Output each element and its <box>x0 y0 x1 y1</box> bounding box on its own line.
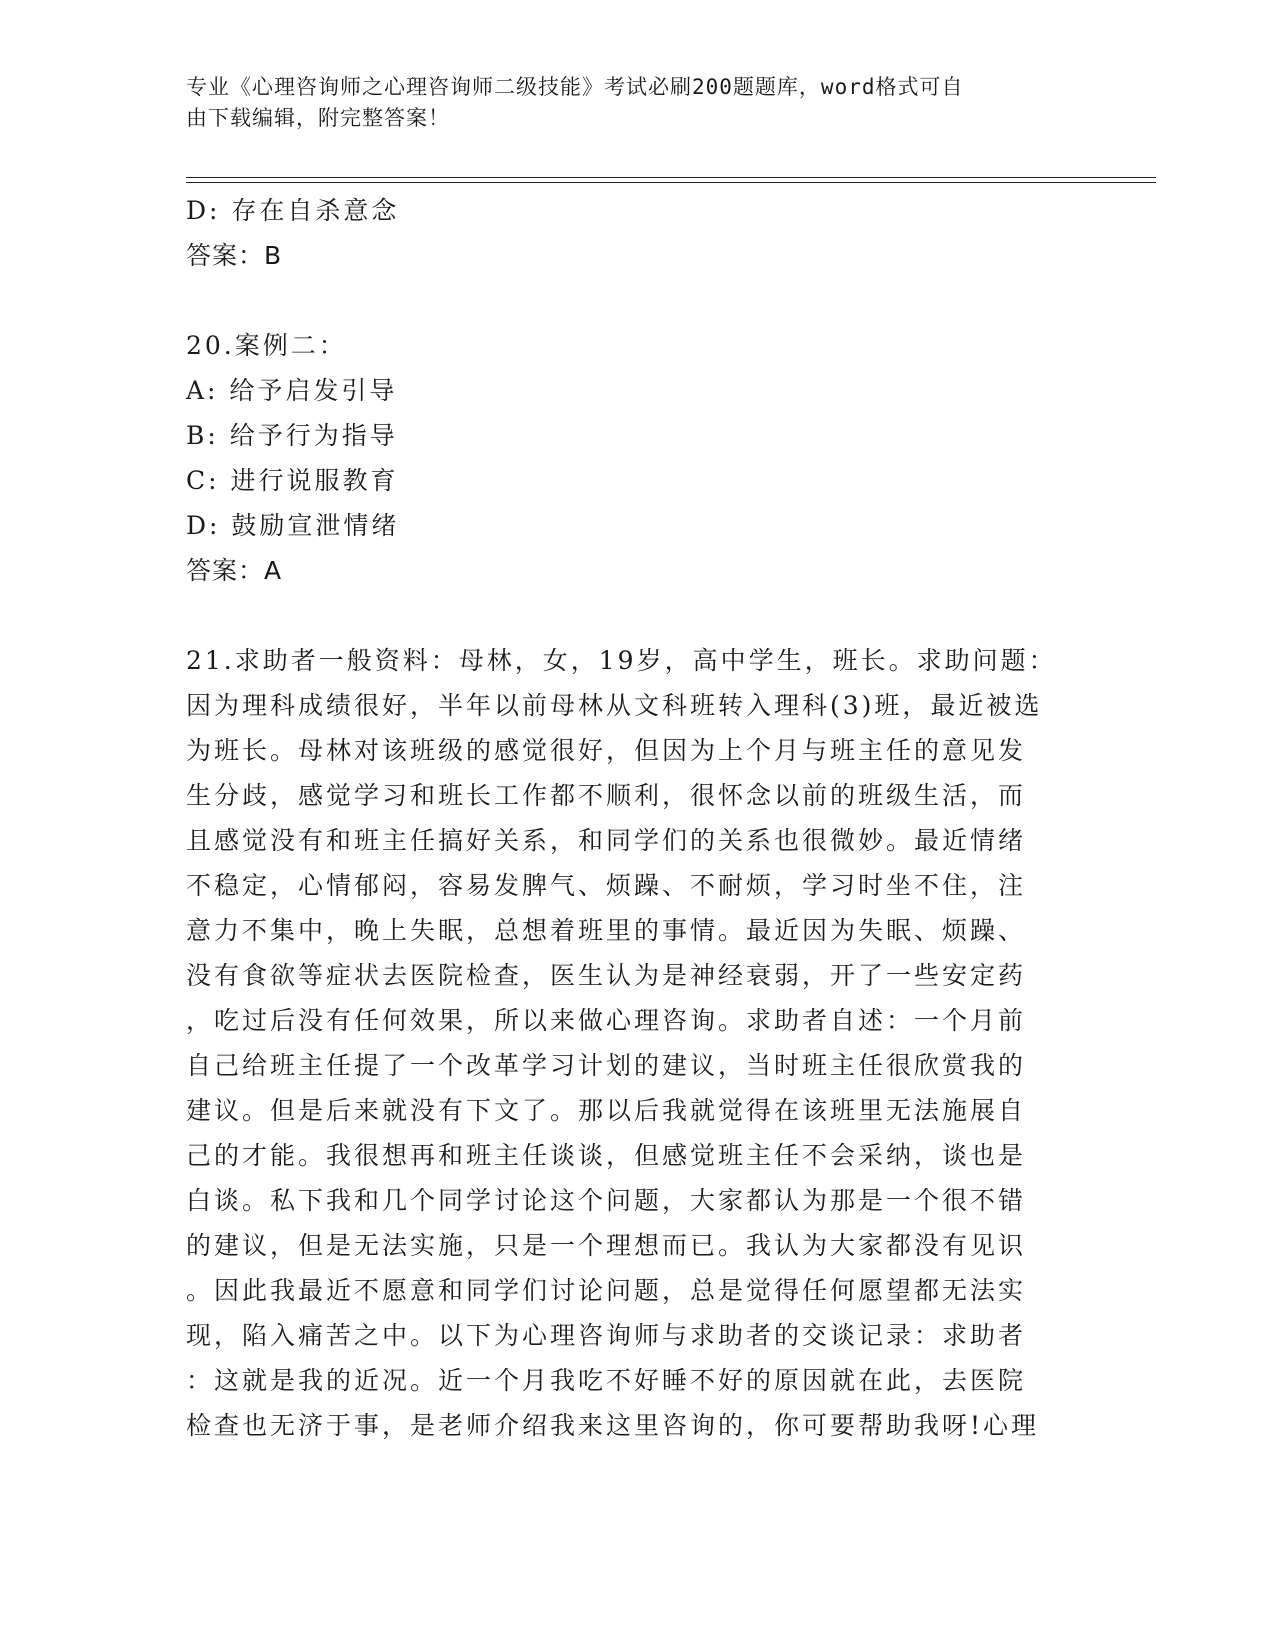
q21-line: 生分歧，感觉学习和班长工作都不顺利，很怀念以前的班级生活，而 <box>186 781 1027 810</box>
q21-line: ：这就是我的近况。近一个月我吃不好睡不好的原因就在此，去医院 <box>186 1366 1027 1395</box>
q21-line: 21.求助者一般资料：母林，女，19岁，高中学生，班长。求助问题： <box>186 646 1057 675</box>
q21-line: 白谈。私下我和几个同学讨论这个问题，大家都认为那是一个很不错 <box>186 1186 1027 1215</box>
q21-line: 没有食欲等症状去医院检查，医生认为是神经衰弱，开了一些安定药 <box>186 961 1027 990</box>
q19-answer: 答案：B <box>186 241 283 270</box>
q21-line: 且感觉没有和班主任搞好关系，和同学们的关系也很微妙。最近情绪 <box>186 826 1027 855</box>
q21-line: ，吃过后没有任何效果，所以来做心理咨询。求助者自述：一个月前 <box>186 1006 1027 1035</box>
header-line-2: 由下载编辑，附完整答案！ <box>186 106 450 130</box>
q21-line: 因为理科成绩很好，半年以前母林从文科班转入理科(3)班，最近被选 <box>186 691 1043 720</box>
page-header <box>186 72 1066 134</box>
q21-line: 为班长。母林对该班级的感觉很好，但因为上个月与班主任的意见发 <box>186 736 1027 765</box>
header-divider <box>186 177 1156 183</box>
document-body <box>186 188 1076 1448</box>
q21-line: 的建议，但是无法实施，只是一个理想而已。我认为大家都没有见识 <box>186 1231 1027 1260</box>
q21-paragraph <box>186 638 1076 1448</box>
q19-option-d: D: 存在自杀意念 <box>186 196 400 225</box>
q21-line: 检查也无济于事，是老师介绍我来这里咨询的，你可要帮助我呀!心理 <box>186 1411 1040 1440</box>
q21-line: 己的才能。我很想再和班主任谈谈，但感觉班主任不会采纳，谈也是 <box>186 1141 1027 1170</box>
q21-line: 自己给班主任提了一个改革学习计划的建议，当时班主任很欣赏我的 <box>186 1051 1027 1080</box>
q20-option-d: D: 鼓励宣泄情绪 <box>186 511 400 540</box>
q21-line: 意力不集中，晚上失眠，总想着班里的事情。最近因为失眠、烦躁、 <box>186 916 1027 945</box>
q21-line: 。因此我最近不愿意和同学们讨论问题，总是觉得任何愿望都无法实 <box>186 1276 1027 1305</box>
spacer <box>186 278 1076 323</box>
q21-line: 不稳定，心情郁闷，容易发脾气、烦躁、不耐烦，学习时坐不住，注 <box>186 871 1027 900</box>
spacer <box>186 593 1076 638</box>
q20-stem: 20.案例二： <box>186 331 347 360</box>
q20-option-a: A: 给予启发引导 <box>186 376 398 405</box>
header-line-1: 专业《心理咨询师之心理咨询师二级技能》考试必刷200题题库，word格式可自 <box>186 75 964 99</box>
q20-option-b: B: 给予行为指导 <box>186 421 398 450</box>
q21-line: 现，陷入痛苦之中。以下为心理咨询师与求助者的交谈记录：求助者 <box>186 1321 1027 1350</box>
q20-answer: 答案：A <box>186 556 283 585</box>
q20-option-c: C: 进行说服教育 <box>186 466 399 495</box>
q21-line: 建议。但是后来就没有下文了。那以后我就觉得在该班里无法施展自 <box>186 1096 1027 1125</box>
